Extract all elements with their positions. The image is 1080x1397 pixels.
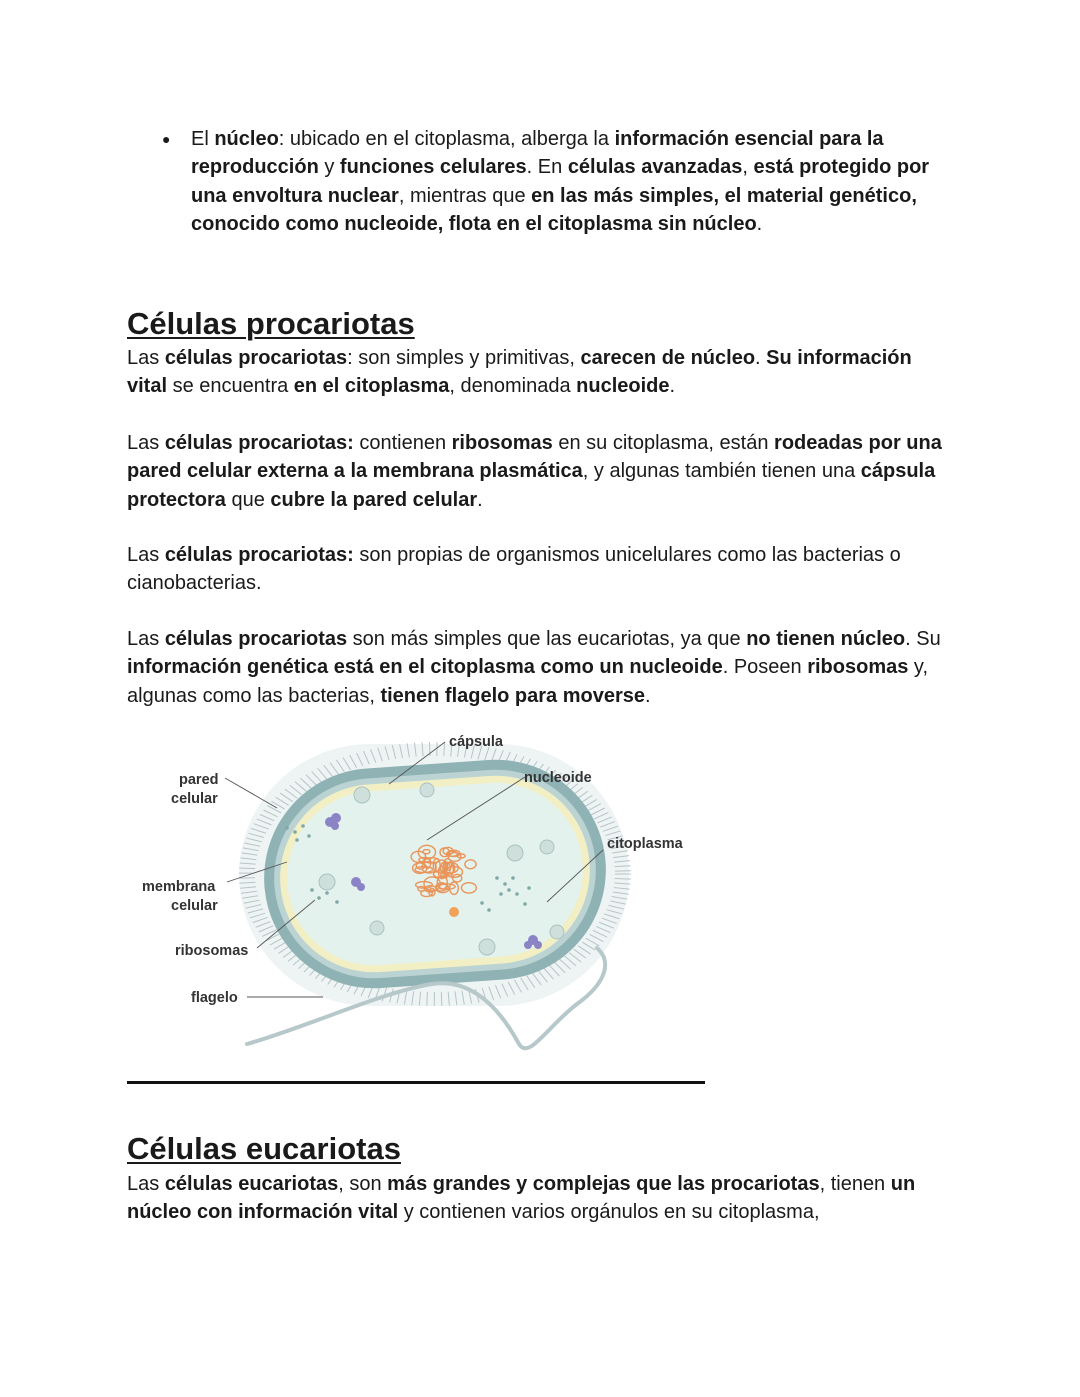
ribosome — [293, 830, 297, 834]
bold-run: rodeadas por una pared celular externa a la membrana plasmática — [127, 432, 942, 483]
ribosome — [480, 901, 484, 905]
ribosome — [487, 908, 491, 912]
ribosome — [495, 876, 499, 880]
ribosome — [325, 891, 329, 895]
text-run: : ubicado en el citoplasma, alberga la — [278, 128, 615, 150]
bold-run: células avanzadas — [567, 156, 743, 179]
label-membrana-2: celular — [171, 898, 218, 914]
nucleo-bullet-text — [191, 125, 951, 238]
text-run: El — [191, 128, 215, 150]
label-membrana-1: membrana — [142, 879, 216, 895]
text-run: . — [755, 347, 767, 369]
section-divider — [127, 1081, 705, 1084]
bold-run: un núcleo con información vital — [127, 1173, 916, 1224]
label-ribosomas: ribosomas — [175, 943, 249, 959]
text-run: Las — [127, 544, 165, 566]
ribosome — [295, 838, 299, 842]
text-run: son más simples que las eucariotas, ya que — [347, 628, 747, 650]
text-run: , denominada — [449, 375, 577, 398]
label-pared-2: celular — [171, 791, 218, 807]
bold-run: núcleo — [214, 128, 279, 150]
text-run: Las — [127, 347, 165, 369]
text-run: . Poseen — [722, 656, 808, 679]
granule — [449, 907, 459, 917]
heading-procariotas: Células procariotas — [127, 306, 415, 341]
bold-run: ribosomas — [807, 656, 909, 679]
bold-run: está protegido por una envoltura nuclear — [191, 156, 930, 207]
text-run: y, algunas como las bacterias, — [127, 656, 929, 707]
bold-run: Su información vital — [127, 347, 912, 398]
text-run: , mientras que — [398, 184, 532, 207]
bold-run: cápsula protectora — [127, 460, 936, 511]
bold-run: ribosomas — [451, 432, 553, 454]
text-run: . — [669, 375, 676, 398]
text-run: se encuentra — [167, 375, 294, 398]
bold-run: información esencial para la reproducción — [191, 128, 884, 179]
text-run: . Su — [905, 628, 941, 650]
heading-eucariotas: Células eucariotas — [127, 1131, 401, 1166]
bold-run: en el citoplasma — [293, 375, 450, 398]
ribosome — [499, 892, 503, 896]
procariotas-paragraph-1 — [127, 344, 957, 401]
fimbria — [427, 992, 428, 1006]
text-run: Las — [127, 432, 165, 454]
fimbria — [239, 868, 255, 869]
procariotas-paragraph-3 — [127, 541, 957, 598]
text-run: y contienen varios orgánulos en su citoplasma, — [398, 1201, 820, 1224]
eucariotas-paragraph-1 — [127, 1170, 957, 1227]
bold-run: información genética está en el citoplasma como un nucleoide — [127, 656, 723, 679]
label-citoplasma: citoplasma — [607, 836, 683, 852]
label-nucleoide: nucleoide — [524, 770, 592, 786]
prokaryotic-cell-diagram — [127, 722, 707, 1072]
ribosome — [511, 876, 515, 880]
text-run: , tienen — [819, 1173, 891, 1195]
ribosome — [335, 900, 339, 904]
bold-run: nucleoide — [576, 375, 670, 398]
procariotas-paragraph-4 — [127, 625, 957, 710]
bold-run: en las más simples, el material genético, conocido como nucleoide, flota en el citoplasma sin núcleo — [191, 184, 917, 235]
bold-run: más grandes y complejas que las procariotas — [387, 1173, 820, 1195]
bold-run: células procariotas — [164, 347, 348, 369]
ribosome — [301, 824, 305, 828]
bold-run: no tienen núcleo — [746, 628, 906, 650]
text-run: contienen — [353, 432, 452, 454]
bold-run: células eucariotas — [164, 1173, 339, 1195]
ribosome — [507, 888, 511, 892]
text-run: y — [318, 156, 340, 179]
text-run: : son simples y primitivas, — [347, 347, 581, 369]
bold-run: funciones celulares — [339, 156, 527, 179]
bullet-dot: ● — [162, 131, 171, 147]
text-run: Las — [127, 1173, 165, 1195]
text-run: Las — [127, 628, 165, 650]
label-flagelo: flagelo — [191, 990, 238, 1006]
text-run: . — [477, 488, 483, 511]
text-run: , — [742, 156, 754, 179]
fimbria — [615, 879, 631, 880]
ribosome — [503, 882, 507, 886]
text-run: son propias de organismos unicelulares como las bacterias o cianobacterias. — [127, 544, 901, 595]
bold-run: carecen de núcleo — [580, 347, 756, 369]
ribosome — [515, 892, 519, 896]
bold-run: tienen flagelo para moverse — [380, 684, 646, 707]
fimbria — [441, 992, 442, 1006]
text-run: que — [225, 488, 271, 511]
label-capsula: cápsula — [449, 734, 503, 750]
text-run: , son — [338, 1173, 388, 1195]
bold-run: células procariotas: — [164, 432, 354, 454]
ribosome — [523, 902, 527, 906]
label-pared-1: pared — [179, 772, 219, 788]
ribosome — [317, 896, 321, 900]
ribosome — [307, 834, 311, 838]
ribosome — [285, 826, 289, 830]
ribosome — [310, 888, 314, 892]
text-run: . En — [526, 156, 568, 179]
bold-run: cubre la pared celular — [270, 488, 478, 511]
bold-run: células procariotas: — [164, 544, 354, 566]
bold-run: células procariotas — [164, 628, 348, 650]
text-run: en su citoplasma, están — [552, 432, 775, 454]
procariotas-paragraph-2 — [127, 429, 957, 514]
text-run: , y algunas también tienen una — [582, 460, 861, 483]
ribosome — [527, 886, 531, 890]
text-run: . — [756, 212, 763, 235]
text-run: . — [645, 684, 651, 707]
